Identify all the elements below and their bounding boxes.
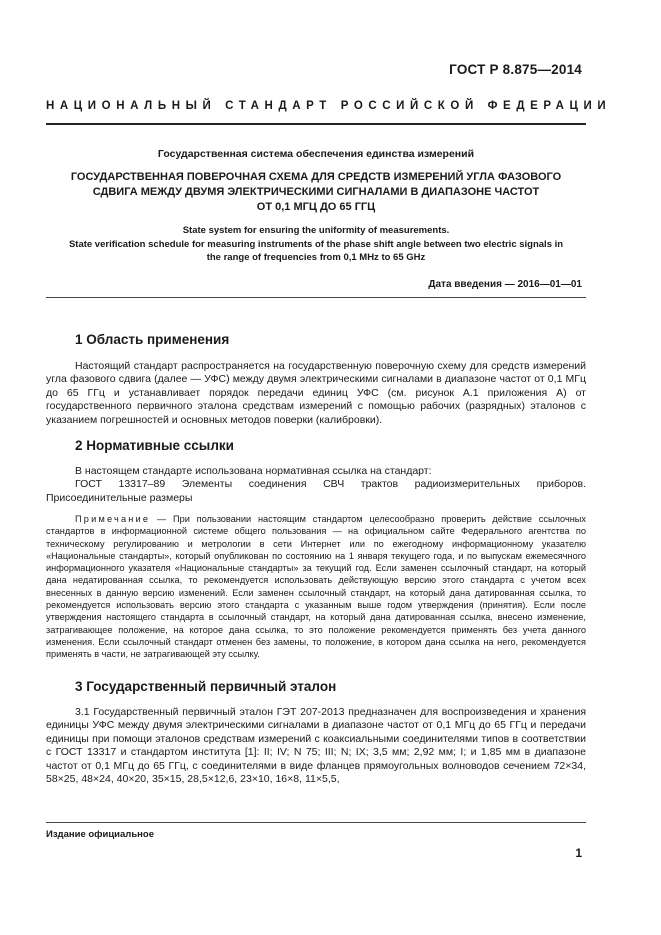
main-title-ru-line: ОТ 0,1 МГЦ ДО 65 ГГЦ xyxy=(256,201,376,213)
header-rule xyxy=(46,123,586,125)
page-number: 1 xyxy=(575,846,582,860)
standard-code: ГОСТ Р 8.875—2014 xyxy=(449,62,582,77)
normative-reference-item: ГОСТ 13317–89 Элементы соединения СВЧ трактов радиоизмерительных приборов. Присоединительные размеры xyxy=(46,478,586,504)
section-2-heading: 2 Нормативные ссылки xyxy=(75,438,234,453)
section-1-text xyxy=(46,360,586,427)
main-title-ru-line: ГОСУДАРСТВЕННАЯ ПОВЕРОЧНАЯ СХЕМА ДЛЯ СРЕДСТВ ИЗМЕРЕНИЙ УГЛА ФАЗОВОГО xyxy=(70,171,562,183)
main-title-en xyxy=(46,224,586,265)
footer-rule xyxy=(46,822,586,823)
title-en-line: State system for ensuring the uniformity of measurements. xyxy=(182,225,450,236)
normative-reference-intro: В настоящем стандарте использована нормативная ссылка на стандарт: xyxy=(75,465,432,477)
national-standard-banner: НАЦИОНАЛЬНЫЙ СТАНДАРТ РОССИЙСКОЙ ФЕДЕРАЦИИ xyxy=(46,100,612,112)
section-3-paragraph: 3.1 Государственный первичный эталон ГЭТ 207-2013 предназначен для воспроизведения и хранения единицы УФС между двумя электрическими сигналами в диапазоне частот от 0,1 МГц до 65 ГГц и передачи единицы при помощи эталонов средствам измерений с коаксиальными соединителями типов в соответствии с ГОСТ 13317 и стандартом института [1]: II; IV; N 75; III; N; IX; 3,5 мм; 2,92 мм; I; и 1,85 мм в диапазоне частот от 0,1 МГц до 65 ГГц, с соединителями в виде фланцев прямоугольных волноводов сечением 72×34, 58×25, 48×24, 40×20, 35×15, 28,5×12,6, 23×10, 16×8, 11×5,5, xyxy=(46,706,586,786)
section-2-note xyxy=(46,513,586,661)
date-rule xyxy=(46,297,586,298)
note-text: — При пользовании настоящим стандартом целесообразно проверить действие ссылочных стандартов в информационной системе общего пользования — на официальном сайте Федерального агентства по техническому регулированию и метрологии в сети Интернет или по ежегодному информационному указателю «Национальные стандарты», который опубликован по состоянию на 1 января текущего года, и по выпускам ежемесячного информационного указателя «Национальные стандарты» за текущий год. Если заменен ссылочный стандарт, на который дана недатированная ссылка, то рекомендуется использовать действующую версию этого стандарта с учетом всех внесенных в данную версию изменений. Если заменен ссылочный стандарт, на который дана датированная ссылка, то рекомендуется использовать версию этого стандарта с указанным выше годом утверждения (принятия). Если после утверждения настоящего стандарта в ссылочный стандарт, на который дана датированная ссылка, внесено изменение, затрагивающее положение, на которое дана ссылка, то это положение рекомендуется применять без учета данного изменения. Если ссылочный стандарт отменен без замены, то положение, в котором дана ссылка на него, рекомендуется применять в части, не затрагивающей эту ссылку. xyxy=(46,514,586,660)
title-en-line: State verification schedule for measuring instruments of the phase shift angle between two electric signals in xyxy=(68,238,564,250)
note-label: Примечание xyxy=(75,514,151,524)
section-2-text xyxy=(46,465,586,505)
section-3-text xyxy=(46,706,586,786)
system-title: Государственная система обеспечения единства измерений xyxy=(157,148,475,160)
section-1-paragraph: Настоящий стандарт распространяется на государственную поверочную схему для средств измерений угла фазового сдвига (далее — УФС) между двумя электрическими сигналами в диапазоне частот от 0,1 МГц до 65 ГГц и устанавливает порядок передачи единиц УФС (см. рисунок А.1 приложения А) от государственного первичного эталона средствам измерений с помощью рабочих (разрядных) эталонов с указанием погрешностей и основных методов поверки (калибровки). xyxy=(46,360,586,426)
section-1-heading: 1 Область применения xyxy=(75,332,230,347)
title-en-line: the range of frequencies from 0,1 MHz to 65 GHz xyxy=(206,252,426,263)
section-3-heading: 3 Государственный первичный эталон xyxy=(75,679,337,694)
main-title-ru xyxy=(46,170,586,215)
main-title-ru-line: СДВИГА МЕЖДУ ДВУМЯ ЭЛЕКТРИЧЕСКИМИ СИГНАЛАМИ В ДИАПАЗОНЕ ЧАСТОТ xyxy=(92,186,540,198)
edition-note: Издание официальное xyxy=(46,829,154,840)
introduction-date: Дата введения — 2016—01—01 xyxy=(428,279,582,290)
